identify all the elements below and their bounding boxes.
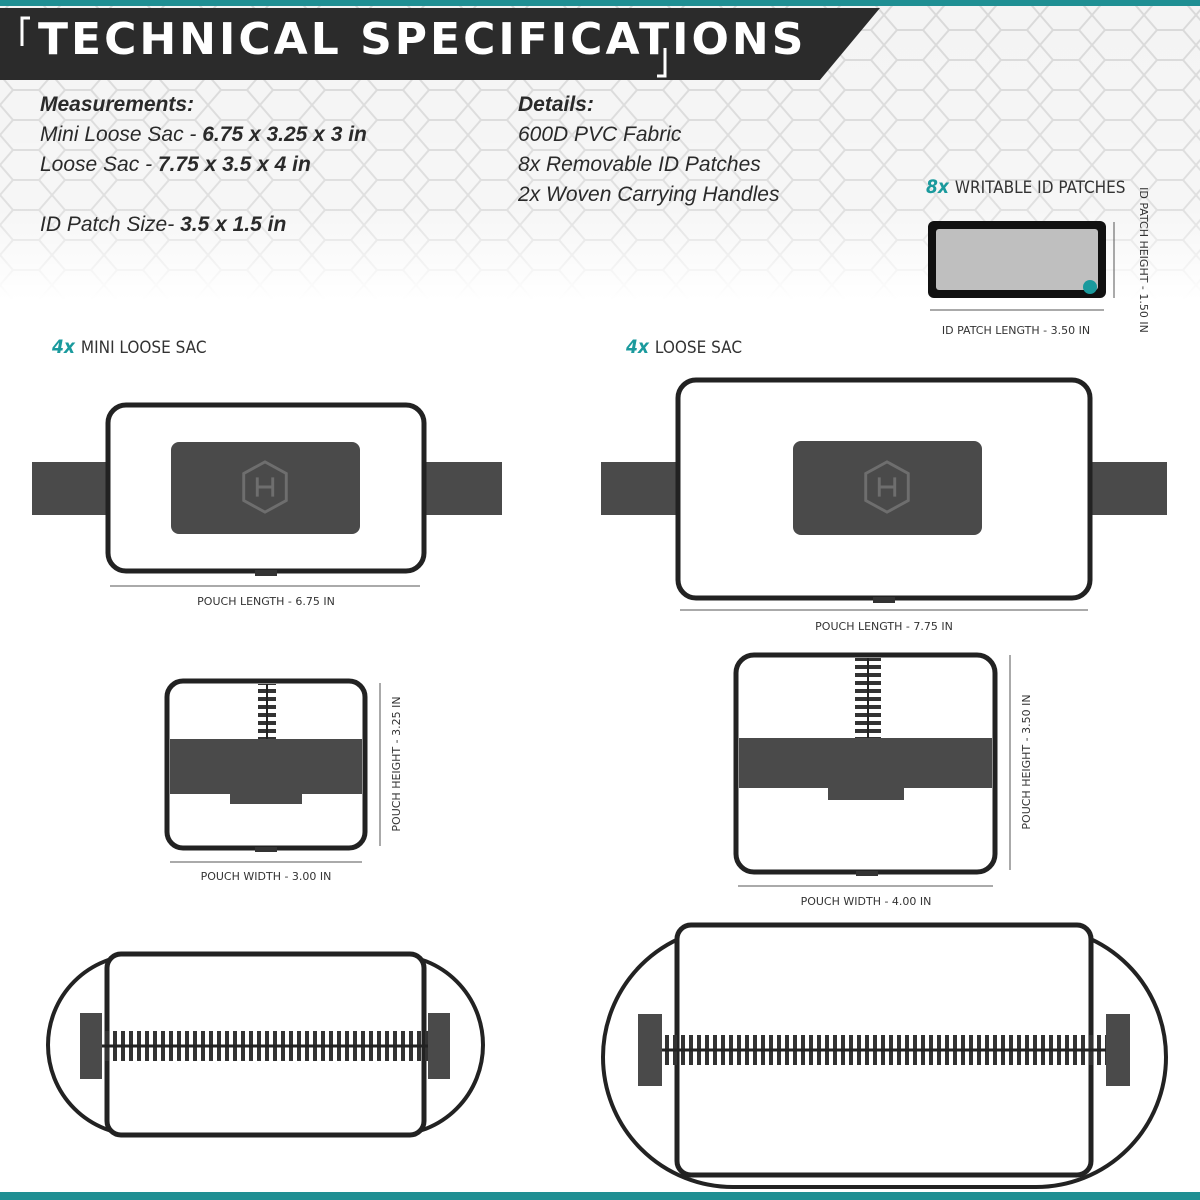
measurements-heading: Measurements:: [40, 93, 195, 116]
mini-sac-label: 4x MINI LOOSE SAC: [52, 336, 207, 358]
loose-sac-top: [603, 925, 1166, 1187]
mini-height-label: POUCH HEIGHT - 3.25 IN: [390, 696, 403, 832]
id-patch-illustration: [928, 187, 1150, 337]
mini-sac-top: [48, 954, 483, 1135]
detail-item: 8x Removable ID Patches: [518, 153, 761, 176]
details-heading: Details:: [518, 93, 594, 116]
patch-size-measurement: ID Patch Size- 3.5 x 1.5 in: [40, 213, 287, 236]
loose-height-label: POUCH HEIGHT - 3.50 IN: [1020, 694, 1033, 830]
detail-item: 600D PVC Fabric: [518, 123, 682, 146]
mini-sac-front: [32, 405, 502, 608]
loose-sac-side: [736, 655, 1033, 908]
loose-sac-front: [601, 380, 1167, 633]
mini-length-label: POUCH LENGTH - 6.75 IN: [197, 595, 335, 608]
patch-height-label: ID PATCH HEIGHT - 1.50 IN: [1137, 187, 1150, 333]
loose-length-label: POUCH LENGTH - 7.75 IN: [815, 620, 953, 633]
bottom-accent-bar: [0, 1192, 1200, 1200]
patches-label: 8x WRITABLE ID PATCHES: [926, 176, 1126, 198]
loose-width-label: POUCH WIDTH - 4.00 IN: [800, 895, 932, 908]
page-title: TECHNICAL SPECIFICATIONS: [38, 14, 807, 65]
patch-length-label: ID PATCH LENGTH - 3.50 IN: [941, 324, 1091, 337]
mini-width-label: POUCH WIDTH - 3.00 IN: [200, 870, 332, 883]
loose-sac-label: 4x LOOSE SAC: [626, 336, 743, 358]
mini-sac-measurement: Mini Loose Sac - 6.75 x 3.25 x 3 in: [40, 123, 367, 146]
loose-sac-measurement: Loose Sac - 7.75 x 3.5 x 4 in: [40, 153, 311, 176]
mini-sac-side: [167, 681, 403, 883]
detail-item: 2x Woven Carrying Handles: [518, 183, 780, 206]
